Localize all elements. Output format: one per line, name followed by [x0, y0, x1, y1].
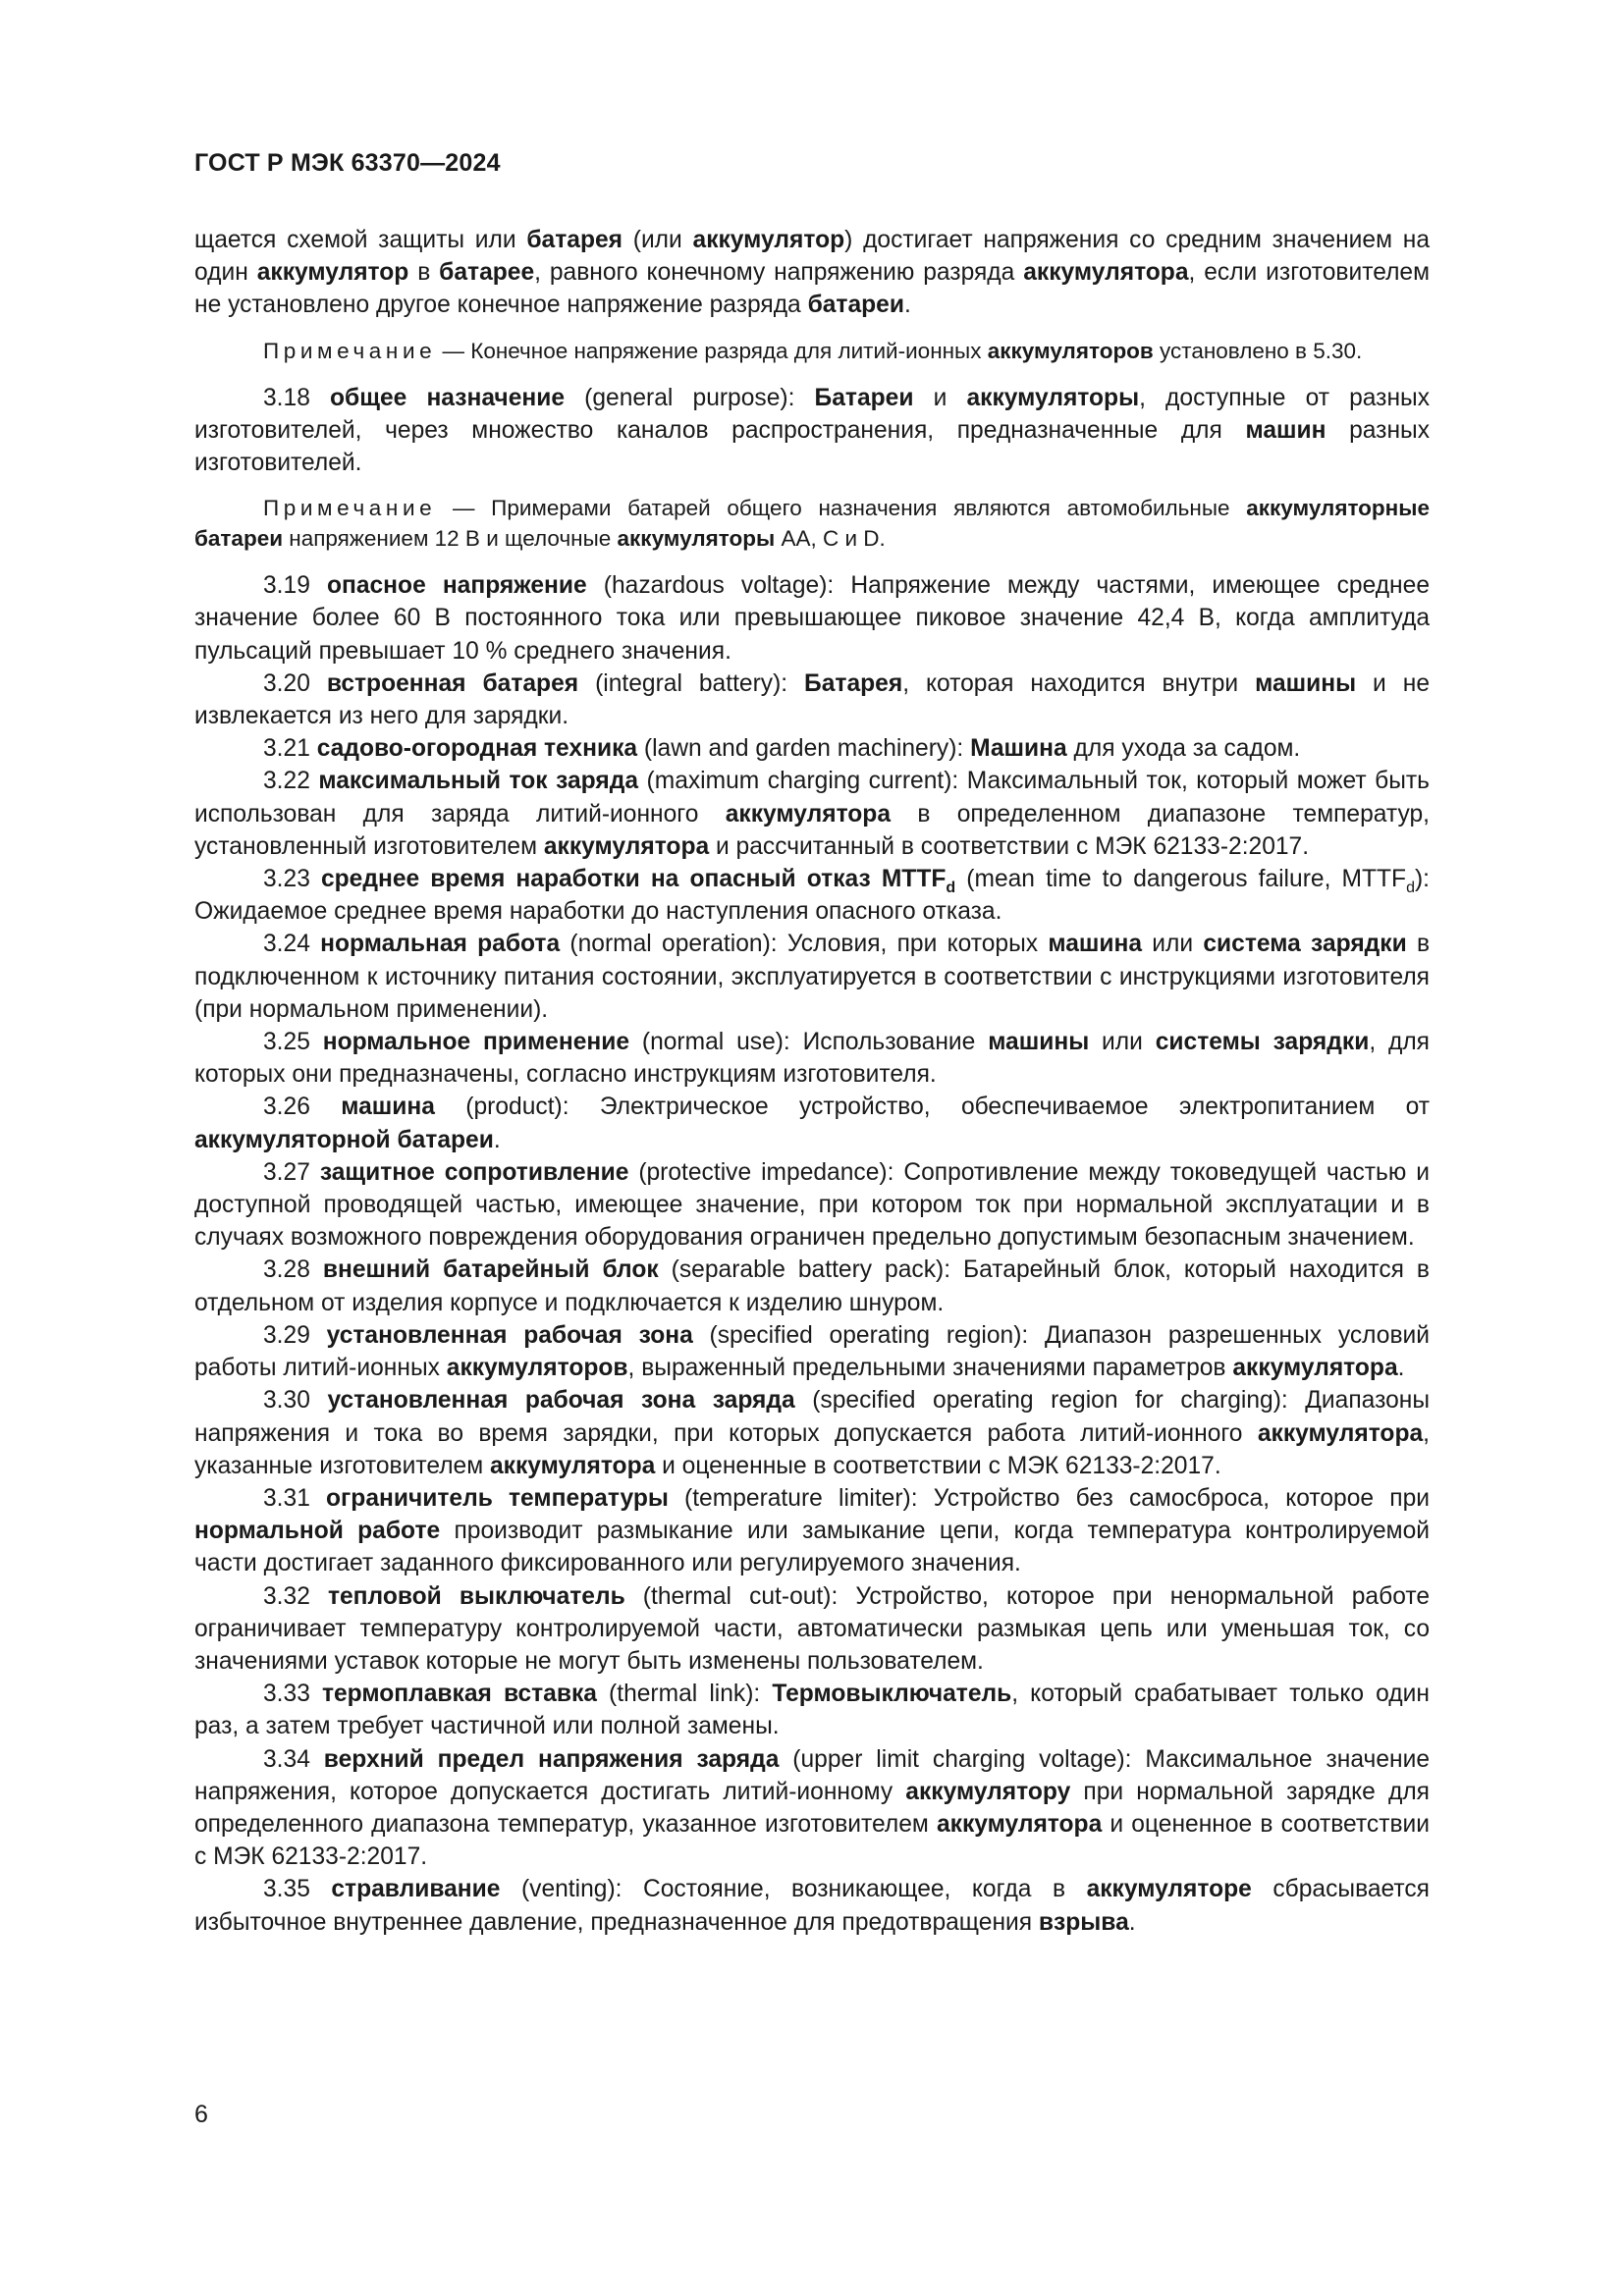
note-discharge-voltage: Примечание — Конечное напряжение разряда для литий-ионных аккумуляторов установлено в 5.30.	[263, 338, 1363, 363]
term-3-33: 3.33 термоплавкая вставка (thermal link): Термовыключатель, который срабатывает только один раз, а затем требует частичной или полной замены.	[194, 1681, 1430, 1740]
term-3-31: 3.31 ограничитель температуры (temperature limiter): Устройство без самосброса, которое при нормальной работе производит размыкание или замыкание цепи, когда температура контролируемой части достигает заданного фиксированного или регулируемого значения.	[194, 1484, 1430, 1577]
term-3-35: 3.35 стравливание (venting): Состояние, возникающее, когда в аккумуляторе сбрасывается избыточное внутреннее давление, предназначенное для предотвращения взрыва.	[194, 1876, 1430, 1936]
term-3-19: 3.19 опасное напряжение (hazardous voltage): Напряжение между частями, имеющее среднее значение более 60 В постоянного тока или превышающее пиковое значение 42,4 В, когда амплитуда пульсаций превышает 10 % среднего значения.	[194, 572, 1430, 665]
term-3-21: 3.21 садово-огородная техника (lawn and garden machinery): Машина для ухода за садом.	[263, 735, 1301, 763]
term-3-29: 3.29 установленная рабочая зона (specified operating region): Диапазон разрешенных условий работы литий-ионных аккумуляторов, выраженный предельными значениями параметров аккумулятора.	[194, 1321, 1430, 1382]
term-3-28: 3.28 внешний батарейный блок (separable battery pack): Батарейный блок, который находится в отдельном от изделия корпусе и подключается к изделию шнуром.	[194, 1256, 1430, 1316]
term-3-34: 3.34 верхний предел напряжения заряда (upper limit charging voltage): Максимальное значение напряжения, которое допускается достигать литий-ионному аккумулятору при нормальной зарядке для определенного диапазона температур, указанное изготовителем аккумулятора и оцененное в соответствии с МЭК 62133-2:2017.	[194, 1745, 1431, 1871]
term-3-32: 3.32 тепловой выключатель (thermal cut-out): Устройство, которое при ненормальной работе ограничивает температуру контролируемой части, автоматически размыкая цепь или уменьшая ток, со значениями уставок которые не могут быть изменены пользователем.	[194, 1582, 1430, 1675]
document-body	[194, 224, 1430, 1939]
term-3-26: 3.26 машина (product): Электрическое устройство, обеспечиваемое электропитанием от аккумуляторной батареи.	[194, 1094, 1430, 1153]
paragraph-continuation: щается схемой защиты или батарея (или аккумулятор) достигает напряжения со средним значением на один аккумулятор в батарее, равного конечному напряжению разряда аккумулятора, если изготовителем не установлено другое конечное напряжение разряда батареи.	[194, 227, 1431, 319]
note-general-purpose: Примечание — Примерами батарей общего назначения являются автомобильные аккумуляторные батареи напряжением 12 В и щелочные аккумуляторы АА, С и D.	[194, 496, 1430, 552]
term-3-25: 3.25 нормальное применение (normal use): Использование машины или системы зарядки, для которых они предназначены, согласно инструкциям изготовителя.	[194, 1029, 1431, 1089]
term-3-30: 3.30 установленная рабочая зона заряда (specified operating region for charging): Диапазоны напряжения и тока во время зарядки, при которых допускается работа литий-ионного аккумулятора, указанные изготовителем аккумулятора и оцененные в соответствии с МЭК 62133-2:2017.	[194, 1387, 1431, 1479]
term-3-18: 3.18 общее назначение (general purpose): Батареи и аккумуляторы, доступные от разных изготовителей, через множество каналов распространения, предназначенные для машин разных изготовителей.	[194, 384, 1431, 477]
term-3-23: 3.23 среднее время наработки на опасный отказ $MTTF_d$ (mean time to dangerous failure, $MTTF_d$): Ожидаемое среднее время наработки до наступления опасного отказа.	[194, 866, 1430, 926]
document-header: ГОСТ Р МЭК 63370—2024	[194, 149, 501, 177]
term-3-24: 3.24 нормальная работа (normal operation): Условия, при которых машина или система зарядки в подключенном к источнику питания состоянии, эксплуатируется в соответствии с инструкциями изготовителя (при нормальном применении).	[194, 931, 1431, 1023]
note-label: Примечание	[263, 496, 437, 521]
page-number: 6	[194, 2101, 208, 2128]
term-3-27: 3.27 защитное сопротивление (protective impedance): Сопротивление между токоведущей частью и доступной проводящей частью, имеющее значение, при котором ток при нормальной эксплуатации и в случаях возможного повреждения оборудования ограничен предельно допустимым безопасным значением.	[194, 1158, 1430, 1252]
term-3-22: 3.22 максимальный ток заряда (maximum charging current): Максимальный ток, который может быть использован для заряда литий-ионного аккумулятора в определенном диапазоне температур, установленный изготовителем аккумулятора и рассчитанный в соответствии с МЭК 62133-2:2017.	[194, 768, 1431, 860]
note-label: Примечание	[263, 338, 437, 363]
term-3-20: 3.20 встроенная батарея (integral battery): Батарея, которая находится внутри машины и не извлекается из него для зарядки.	[194, 669, 1431, 730]
